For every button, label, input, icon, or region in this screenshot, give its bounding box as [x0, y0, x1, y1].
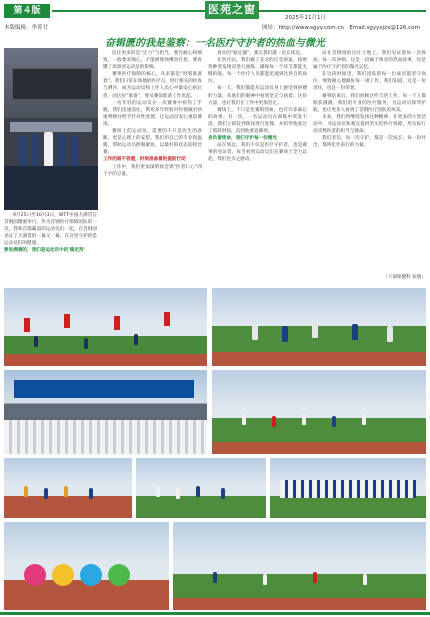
- issue-date: 2025年11月1日: [285, 15, 326, 21]
- article-col-1: 9月25日至10月3日，WTT中国大满贯在首钢园隆重举行。作为首钢医疗保障团队的一员，我和首都霸道的运动员们一起，在首钢园见证了大满贯的一幕又一幕，在这里守护的是运动员们的健康。 要进满满的，我们是运动员中的'镇定剂': [4, 213, 97, 254]
- masthead-bar: [0, 0, 430, 22]
- photo-balloons: [4, 522, 169, 610]
- article-headline: 奋辑匮的我是鉴察：一名医疗守护者的热血与微光: [105, 38, 325, 49]
- photo-runners-track: [212, 288, 426, 366]
- masthead-title: 医苑之窗: [205, 1, 259, 19]
- editor-credit: 本版编辑：李菁甘: [4, 25, 49, 31]
- contact-info: 网址：http://www.sgyy.com.cn Email:sgyyxjzx@126.com: [262, 25, 420, 31]
- photo-stage-athletes: [4, 48, 98, 210]
- article-col-4: 站在首钢园的这片土地上，我们见证着每一次挥拍，每一次冲刺。这是一段属于体育的热血故事，也是属于医疗守护者的微光记忆。 在这段时间里，我们团队的每一位成员都坚守岗位，细致耐心地做好每一项工作。我们知道，这是一份责任，也是一份荣誉。 赛事结束后，我们回顾这些天的工作，每一个人都收获满满。我们用专业的医疗服务，为运动员保驾护航，也让更多人看到了首钢医疗团队的风采。 未来，我们将继续发扬这种精神，在更多的大型活动中，为运动员和观众提供坚实的医疗保障，用实际行动诠释医者的担当与使命。 我们坚信，每一次守护，都是一次成长；每一份付出，都将化作前行的力量。: [313, 51, 426, 149]
- sub-header: [0, 22, 430, 32]
- header-rule-left: [52, 10, 207, 12]
- photo-kids-race: [4, 458, 132, 518]
- photo-march-track: [212, 370, 426, 454]
- footer-rule: [0, 612, 430, 615]
- photo-team-photo: [270, 458, 426, 518]
- photo-group-banner: [4, 370, 207, 454]
- photo-sports-day-red-flags: [4, 288, 207, 366]
- article-col-2: 信任更多的是“定力”与担当，要有耐心和细致，一般要求细心，不能被现场嘈杂打扰。要看懂了场景对运动员的影响。 赛事医疗保障的核心，从来都是“时刻准备着”。我们日常在场地的医疗点，进行相关的检查与测评，成为运动员和工作人员心中最安心的后盾，而这份“准备”，要从赛前准备工作说起。 一名年轻的运动员在一次赛事中扭伤了手腕，我们迅速前往，利用多年经验对伤情做出快速判断并给予针对性处理，让运动员安心重返赛场。 赛场上的运动员，需要的不只是医生的诊断，更是心理上的安慰。我们用自己的专业和温暖，帮助运动员摆脱紧张，以最好的状态迎接比赛。 工作的刻不容缓，时刻准备着的提前行动 工作中，我们更加深刻体会到“医者仁心”四个字的分量。: [103, 51, 202, 177]
- pullquote-1: 要进满满的，我们是运动员中的'镇定剂': [4, 248, 85, 254]
- header-rule-right: [258, 10, 426, 12]
- closing-heading: 身负着使命，我们守护每一份微光: [208, 136, 277, 142]
- pullquote-2: 工作的刻不容缓，时刻准备着的提前行动: [103, 157, 186, 163]
- photo-relay: [173, 522, 426, 610]
- byline: （干部保健科 张婧）: [383, 275, 426, 280]
- edition-badge: 第４版: [4, 4, 50, 18]
- photo-tug-of-war: [136, 458, 266, 518]
- article-col-3: 真实的“稳定器”，那么我们就一直在场边。 在医疗站，我们做了充分的应急预案，按照各种突发情况进行演练，确保每一个环节都能无缝衔接。每一个医疗人员都能迅速到达各自的岗位。 每一天，我们都能从运动员身上感受到拼搏的力量，从他们的眼神中看到坚定与执着。这份力量，也让我们在工作中更加坚定。 赛场上，不只是比赛的热血，也有许多幕后的故事。有一次，一名运动员在训练中突发不适，我们立即赶到现场进行处理，并陪伴他度过了那段时间，直到他重返赛场。 身负着使命，我们守护每一份微光 站在场边，我们不仅是医疗守护者，也是赛事的见证者。每当看到运动员们在赛场上全力以赴，我们也为之感动。: [208, 51, 307, 163]
